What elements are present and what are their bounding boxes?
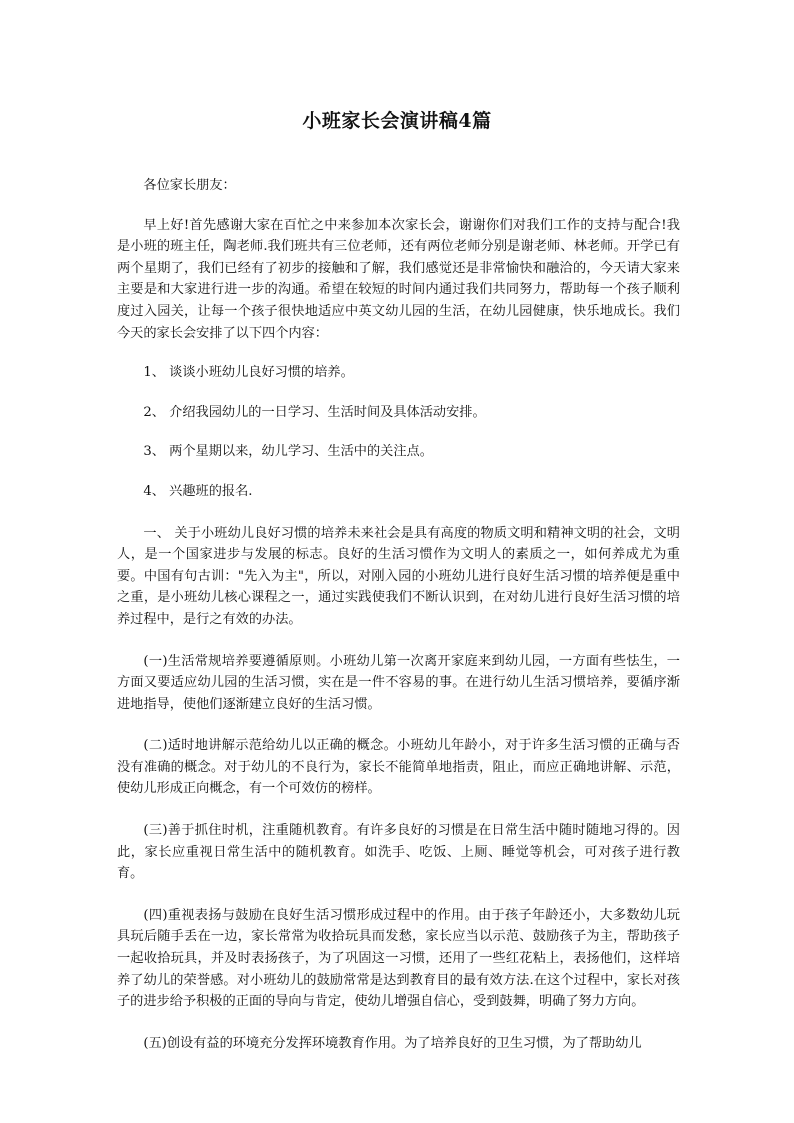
greeting: 各位家长朋友： — [143, 178, 236, 193]
document-body — [117, 175, 680, 1054]
point-4-paragraph: (四)重视表扬与鼓励在良好生活习惯形成过程中的作用。由于孩子年龄还小，大多数幼儿玩具玩后随手丢在一边，家长常常为收拾玩具而发愁，家长应当以示范、鼓励孩子为主，帮助孩子一起收拾玩具，并及时表扬孩子，为了巩固这一习惯，还用了一些红花粘上，表扬他们，这样培养了幼儿的荣誉感。对小班幼儿的鼓励常常是达到教育目的最有效方法.在这个过程中，家长对孩子的进步给予积极的正面的导向与肯定，使幼儿增强自信心，受到鼓舞，明确了努力方向。 — [117, 907, 680, 1010]
agenda-item-2: 2、 介绍我园幼儿的一日学习、生活时间及具体活动安排。 — [143, 404, 486, 420]
point-1-paragraph: (一)生活常规培养要遵循原则。小班幼儿第一次离开家庭来到幼儿园，一方面有些怯生，一方面又要适应幼儿园的生活习惯，实在是一件不容易的事。在进行幼儿生活习惯培养，要循序渐进地指导，使他们逐渐建立良好的生活习惯。 — [117, 653, 680, 712]
document-title: 小班家长会演讲稿4篇 — [302, 110, 492, 132]
agenda-item-4: 4、 兴趣班的报名. — [143, 483, 253, 499]
point-3-paragraph: (三)善于抓住时机，注重随机教育。有许多良好的习惯是在日常生活中随时随地习得的。因此，家长应重视日常生活中的随机教育。如洗手、吃饭、上厕、睡觉等机会，可对孩子进行教育。 — [117, 823, 680, 882]
point-5-paragraph: (五)创设有益的环境充分发挥环境教育作用。为了培养良好的卫生习惯，为了帮助幼儿 — [143, 1035, 642, 1051]
point-2-paragraph: (二)适时地讲解示范给幼儿以正确的概念。小班幼儿年龄小，对于许多生活习惯的正确与否没有准确的概念。对于幼儿的不良行为，家长不能简单地指责，阻止，而应正确地讲解、示范，使幼儿形成正向概念，有一个可效仿的榜样。 — [117, 738, 680, 797]
agenda-item-1: 1、 谈谈小班幼儿良好习惯的培养。 — [143, 365, 354, 381]
intro-paragraph: 早上好!首先感谢大家在百忙之中来参加本次家长会，谢谢你们对我们工作的支持与配合!我是小班的班主任，陶老师.我们班共有三位老师，还有两位老师分别是谢老师、林老师。开学已有两个星期了，我们已经有了初步的接触和了解，我们感觉还是非常愉快和融洽的，今天请大家来主要是和大家进行进一步的沟通。希望在较短的时间内通过我们共同努力，帮助每一个孩子顺利度过入园关，让每一个孩子很快地适应中英文幼儿园的生活，在幼儿园健康，快乐地成长。我们今天的家长会安排了以下四个内容： — [117, 217, 680, 341]
agenda-item-3: 3、 两个星期以来，幼儿学习、生活中的关注点。 — [143, 444, 433, 460]
section-1-paragraph: 一、 关于小班幼儿良好习惯的培养未来社会是具有高度的物质文明和精神文明的社会，文明人，是一个国家进步与发展的标志。良好的生活习惯作为文明人的素质之一，如何养成尤为重要。中国有句古训："先入为主"，所以，对刚入园的小班幼儿进行良好生活习惯的培养便是重中之重，是小班幼儿核心课程之一，通过实践使我们不断认识到，在对幼儿进行良好生活习惯的培养过程中，是行之有效的办法。 — [117, 525, 680, 627]
